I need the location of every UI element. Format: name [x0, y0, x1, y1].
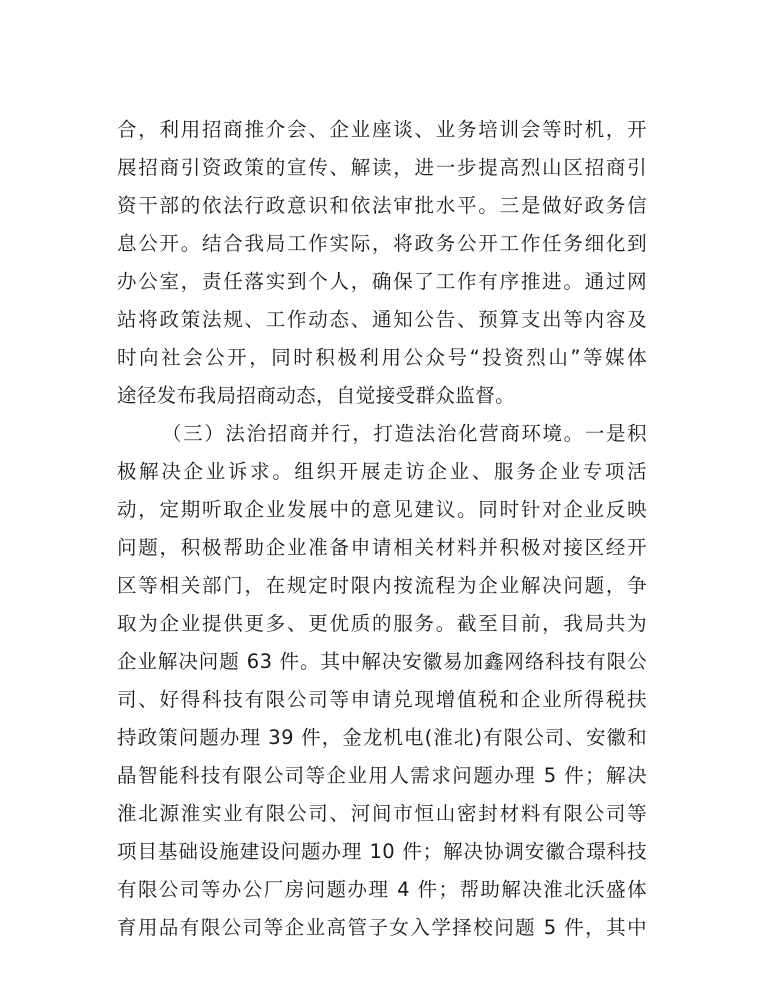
text-line-paragraph-end: 途径发布我局招商动态，自觉接受群众监督。	[117, 384, 516, 407]
text-line: 取为企业提供更多、更优质的服务。截至目前，我局共为	[117, 612, 647, 635]
text-line: 息公开。结合我局工作实际，将政务公开工作任务细化到	[117, 232, 647, 255]
section-heading-line: （三）法治招商并行，打造法治化营商环境。一是积	[162, 422, 647, 445]
text-line: 淮北源淮实业有限公司、河间市恒山密封材料有限公司等	[117, 802, 647, 825]
text-line: 时向社会公开，同时积极利用公众号“投资烈山”等媒体	[117, 346, 647, 369]
text-line: 动，定期听取企业发展中的意见建议。同时针对企业反映	[117, 498, 647, 521]
text-line: 企业解决问题 63 件。其中解决安徽易加鑫网络科技有限公	[117, 650, 647, 673]
text-line: 合，利用招商推介会、企业座谈、业务培训会等时机，开	[117, 118, 647, 141]
text-line: 办公室，责任落实到个人，确保了工作有序推进。通过网	[117, 270, 647, 293]
text-line: 有限公司等办公厂房问题办理 4 件；帮助解决淮北沃盛体	[117, 878, 647, 901]
text-line: 资干部的依法行政意识和依法审批水平。三是做好政务信	[117, 194, 647, 217]
text-line: 育用品有限公司等企业高管子女入学择校问题 5 件，其中	[117, 916, 647, 939]
text-line: 持政策问题办理 39 件，金龙机电(淮北)有限公司、安徽和	[117, 726, 647, 749]
text-line: 展招商引资政策的宣传、解读，进一步提高烈山区招商引	[117, 156, 647, 179]
text-line: 司、好得科技有限公司等申请兑现增值税和企业所得税扶	[117, 688, 647, 711]
text-line: 区等相关部门，在规定时限内按流程为企业解决问题，争	[117, 574, 647, 597]
text-line: 站将政策法规、工作动态、通知公告、预算支出等内容及	[117, 308, 647, 331]
text-line: 项目基础设施建设问题办理 10 件；解决协调安徽合璟科技	[117, 840, 647, 863]
text-line: 问题，积极帮助企业准备申请相关材料并积极对接区经开	[117, 536, 647, 559]
text-line: 晶智能科技有限公司等企业用人需求问题办理 5 件；解决	[117, 764, 647, 787]
text-line: 极解决企业诉求。组织开展走访企业、服务企业专项活	[117, 460, 647, 483]
